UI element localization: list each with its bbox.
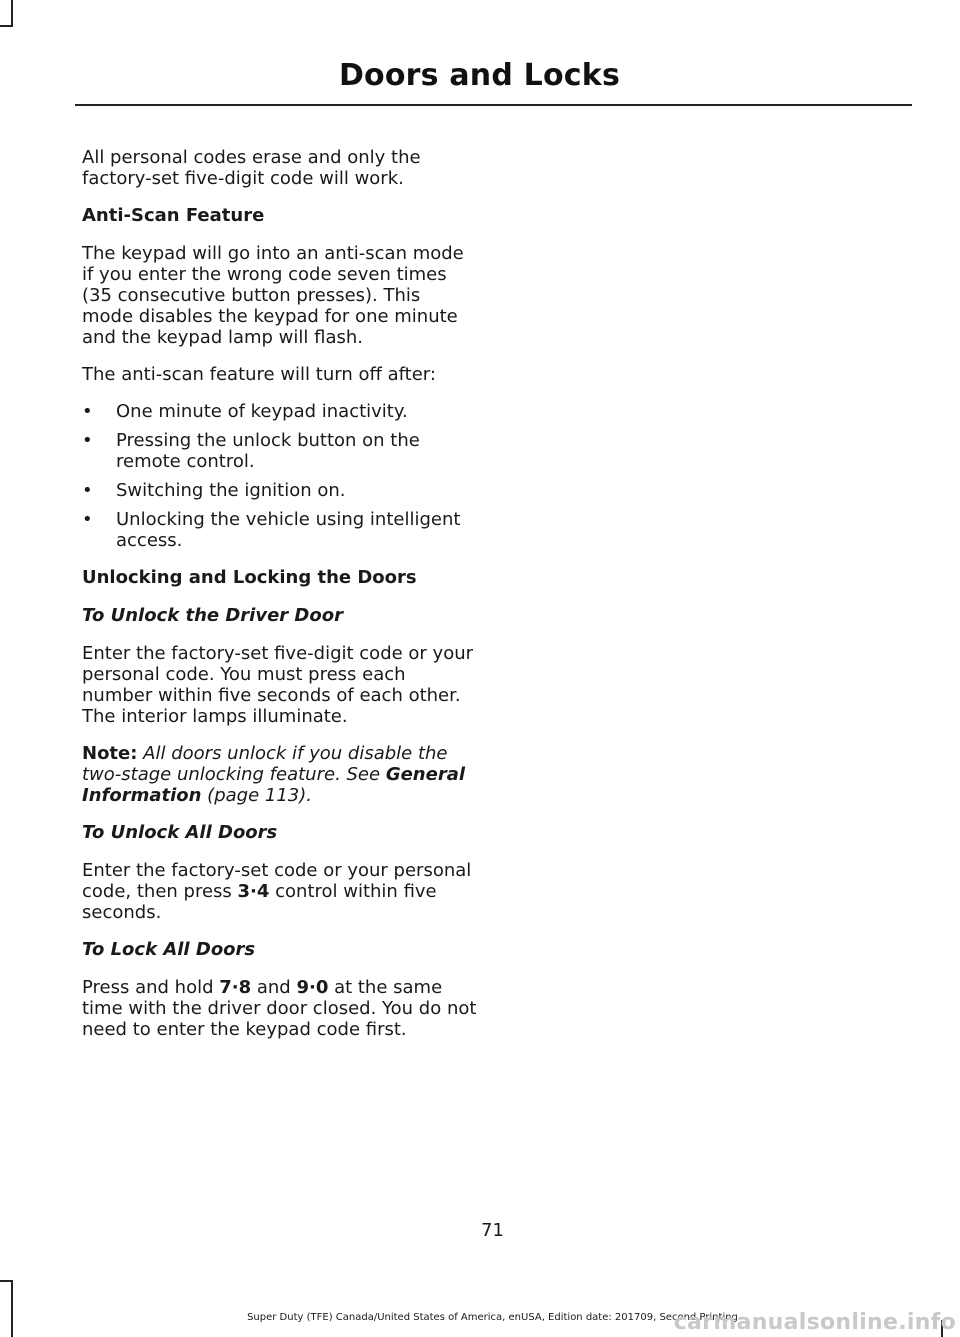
footer-edition-info: Super Duty (TFE) Canada/United States of America, enUSA, Edition date: 201709, Second Printing [247, 1312, 738, 1323]
section-heading: Anti-Scan Feature [82, 205, 265, 226]
keypad-key: 3·4 [237, 881, 270, 902]
bullet-icon: • [82, 480, 93, 501]
note-label: Note: [82, 743, 138, 764]
bullet-list [82, 401, 477, 551]
crop-mark [11, 1280, 13, 1337]
paragraph: Enter the factory-set code or your personal code, then press 3·4 control within five seconds. [82, 860, 472, 923]
main-content [82, 147, 477, 1056]
list-item: • One minute of keypad inactivity. [82, 401, 408, 422]
keypad-key: 7·8 [219, 977, 252, 998]
subsection-heading: To Unlock All Doors [82, 822, 278, 843]
page-number: 71 [481, 1220, 504, 1241]
bullet-icon: • [82, 430, 93, 451]
note: Note: All doors unlock if you disable the two-stage unlocking feature. See General Information (page 113). [82, 743, 466, 806]
watermark: carmanualsonline.info [673, 1310, 956, 1335]
crop-mark [0, 1280, 13, 1282]
paragraph: All personal codes erase and only the factory-set five-digit code will work. [82, 147, 421, 189]
paragraph: Enter the factory-set five-digit code or your personal code. You must press each number within five seconds of each other. The interior lamps illuminate. [82, 643, 474, 727]
paragraph: The keypad will go into an anti-scan mode if you enter the wrong code seven times (35 consecutive button presses). This mode disables the keypad for one minute and the keypad lamp will flash. [82, 243, 464, 348]
cross-reference-link[interactable]: General Information [82, 764, 466, 806]
subsection-heading: To Unlock the Driver Door [82, 605, 343, 626]
keypad-key: 9·0 [296, 977, 329, 998]
crop-mark [11, 0, 13, 27]
paragraph: The anti-scan feature will turn off after: [82, 364, 436, 385]
crop-mark [0, 25, 13, 27]
paragraph: Press and hold 7·8 and 9·0 at the same time with the driver door closed. You do not need to enter the keypad code first. [82, 977, 477, 1040]
bullet-icon: • [82, 509, 93, 530]
subsection-heading: To Lock All Doors [82, 939, 256, 960]
list-item: • Pressing the unlock button on the remote control. [82, 430, 420, 472]
list-item: • Switching the ignition on. [82, 480, 346, 501]
bullet-icon: • [82, 401, 93, 422]
page-header-title: Doors and Locks [338, 58, 620, 93]
list-item: • Unlocking the vehicle using intelligent access. [82, 509, 461, 551]
header-divider [75, 104, 912, 106]
section-heading: Unlocking and Locking the Doors [82, 567, 417, 588]
